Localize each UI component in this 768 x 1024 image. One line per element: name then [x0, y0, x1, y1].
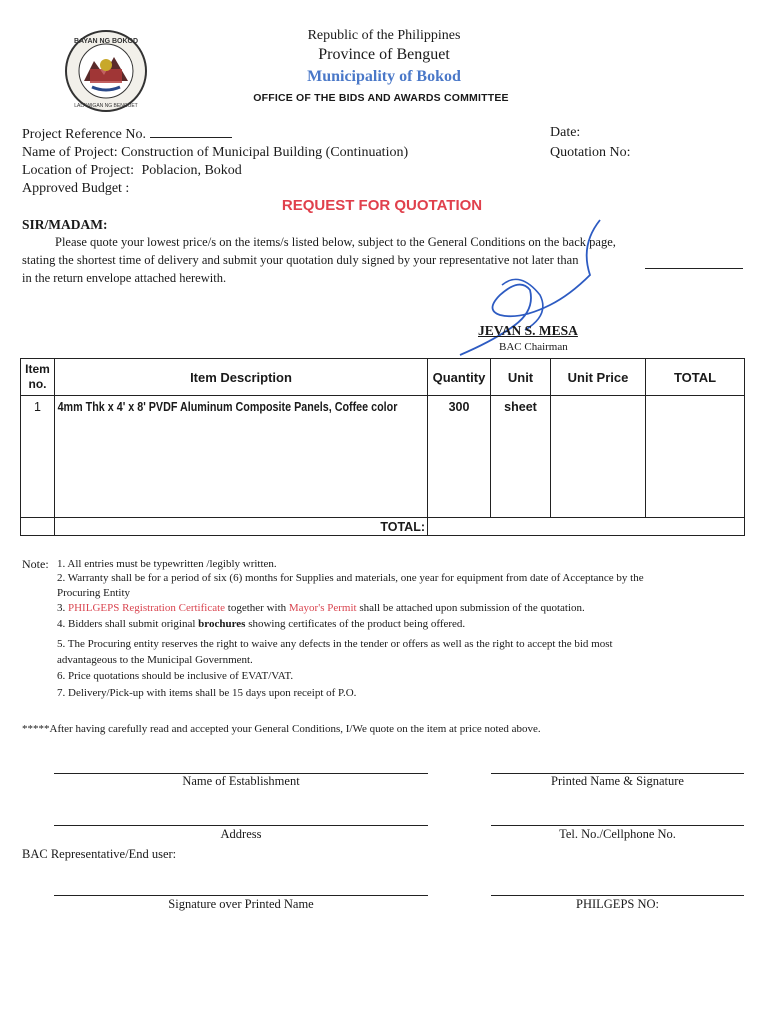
- project-name-value: Construction of Municipal Building (Continuation): [121, 145, 409, 160]
- svg-text:BAYAN NG BOKOD: BAYAN NG BOKOD: [73, 38, 139, 45]
- project-reference-label: Project Reference No.: [22, 127, 146, 142]
- project-location-value: Poblacion, Bokod: [141, 163, 242, 178]
- note-4-prefix: 4. Bidders shall submit original: [57, 618, 196, 630]
- row-unit: sheet: [491, 396, 551, 518]
- note-2b: Procuring Entity: [57, 587, 131, 599]
- note-3-permit: Mayor's Permit: [288, 602, 357, 614]
- intro-line-3: in the return envelope attached herewith.: [22, 271, 227, 285]
- rfq-title: REQUEST FOR QUOTATION: [281, 197, 483, 214]
- row-description: [55, 396, 428, 518]
- header-quantity: Quantity: [428, 359, 491, 396]
- intro-line-2: stating the shortest time of delivery and submit your quotation duly signed by your representative not later than: [22, 253, 579, 267]
- row-quantity: 300: [428, 396, 491, 518]
- address-label: Address: [220, 827, 262, 841]
- note-4: [57, 618, 465, 630]
- note-4-bold: brochures: [198, 618, 246, 630]
- philgeps-no-label: PHILGEPS NO:: [576, 897, 659, 911]
- svg-text:LALAWIGAN NG BENGUET: LALAWIGAN NG BENGUET: [74, 103, 138, 109]
- philgeps-line[interactable]: [491, 895, 744, 896]
- grand-total-value[interactable]: [428, 518, 745, 536]
- table-total-row: [21, 518, 745, 536]
- project-reference: [22, 125, 232, 143]
- row-unit-price[interactable]: [551, 396, 646, 518]
- tel-label: Tel. No./Cellphone No.: [559, 827, 676, 841]
- table-row: [21, 396, 745, 518]
- note-5a: 5. The Procuring entity reserves the right to waive any defects in the tender or offers as well as the right to accept the bid most: [57, 638, 613, 650]
- project-reference-blank[interactable]: [150, 125, 232, 138]
- bac-representative-label: BAC Representative/End user:: [22, 847, 177, 861]
- note-3-mid: together with: [227, 602, 287, 614]
- header-unit: Unit: [491, 359, 551, 396]
- note-7: 7. Delivery/Pick-up with items shall be 15 days upon receipt of P.O.: [57, 687, 357, 699]
- tel-line[interactable]: [491, 825, 744, 826]
- project-name: [22, 145, 408, 161]
- note-4-suffix: showing certificates of the product being offered.: [248, 618, 466, 630]
- note-3-prefix: 3.: [57, 602, 66, 614]
- chairman-name: JEVAN S. MESA: [478, 323, 578, 338]
- chairman-title: BAC Chairman: [499, 341, 568, 353]
- establishment-label: Name of Establishment: [182, 774, 300, 788]
- date-label: Date:: [550, 125, 581, 140]
- signature-over-printed-name-label: Signature over Printed Name: [168, 897, 314, 911]
- row-item-no: 1: [21, 396, 55, 518]
- row-description-text: 4mm Thk x 4' x 8' PVDF Aluminum Composite Panels, Coffee color: [57, 400, 398, 414]
- row-total[interactable]: [646, 396, 745, 518]
- total-label: TOTAL:: [55, 518, 428, 536]
- note-5b: advantageous to the Municipal Government.: [57, 654, 253, 666]
- header-unit-price: Unit Price: [551, 359, 646, 396]
- project-location-label: Location of Project:: [22, 163, 134, 178]
- header-office: OFFICE OF THE BIDS AND AWARDS COMMITTEE: [253, 92, 509, 104]
- notes-label: Note:: [22, 557, 49, 571]
- header-republic: Republic of the Philippines: [307, 28, 461, 43]
- header-item-no: Item no.: [21, 359, 55, 396]
- salutation: SIR/MADAM:: [22, 217, 108, 232]
- quotation-no-label: Quotation No:: [550, 145, 631, 160]
- approved-budget-label: Approved Budget :: [22, 181, 130, 196]
- header-description: Item Description: [55, 359, 428, 396]
- address-line[interactable]: [54, 825, 428, 826]
- note-2a: 2. Warranty shall be for a period of six (6) months for Supplies and materials, one year for equipment from date of Acceptance by the: [57, 572, 644, 584]
- project-name-label: Name of Project:: [22, 145, 118, 160]
- printed-name-label: Printed Name & Signature: [551, 774, 684, 788]
- note-6: 6. Price quotations should be inclusive of EVAT/VAT.: [57, 670, 294, 682]
- table-header-row: [21, 359, 745, 396]
- intro-line-1: Please quote your lowest price/s on the items/s listed below, subject to the General Conditions on the back page,: [55, 235, 616, 249]
- header-total: TOTAL: [646, 359, 745, 396]
- header-province: Province of Benguet: [318, 46, 450, 63]
- signature-line[interactable]: [54, 895, 428, 896]
- header-municipality: Municipality of Bokod: [307, 68, 461, 85]
- note-3-suffix: shall be attached upon submission of the quotation.: [359, 602, 585, 614]
- note-3: [57, 602, 585, 614]
- acceptance-statement: *****After having carefully read and accepted your General Conditions, I/We quote on the item at price noted above.: [22, 723, 541, 735]
- deadline-blank-line[interactable]: [645, 268, 743, 269]
- project-location: [22, 163, 242, 179]
- note-3-philgeps: PHILGEPS Registration Certificate: [68, 602, 226, 614]
- items-table: [20, 358, 745, 536]
- note-1: 1. All entries must be typewritten /legibly written.: [57, 558, 277, 570]
- total-row-blank: [21, 518, 55, 536]
